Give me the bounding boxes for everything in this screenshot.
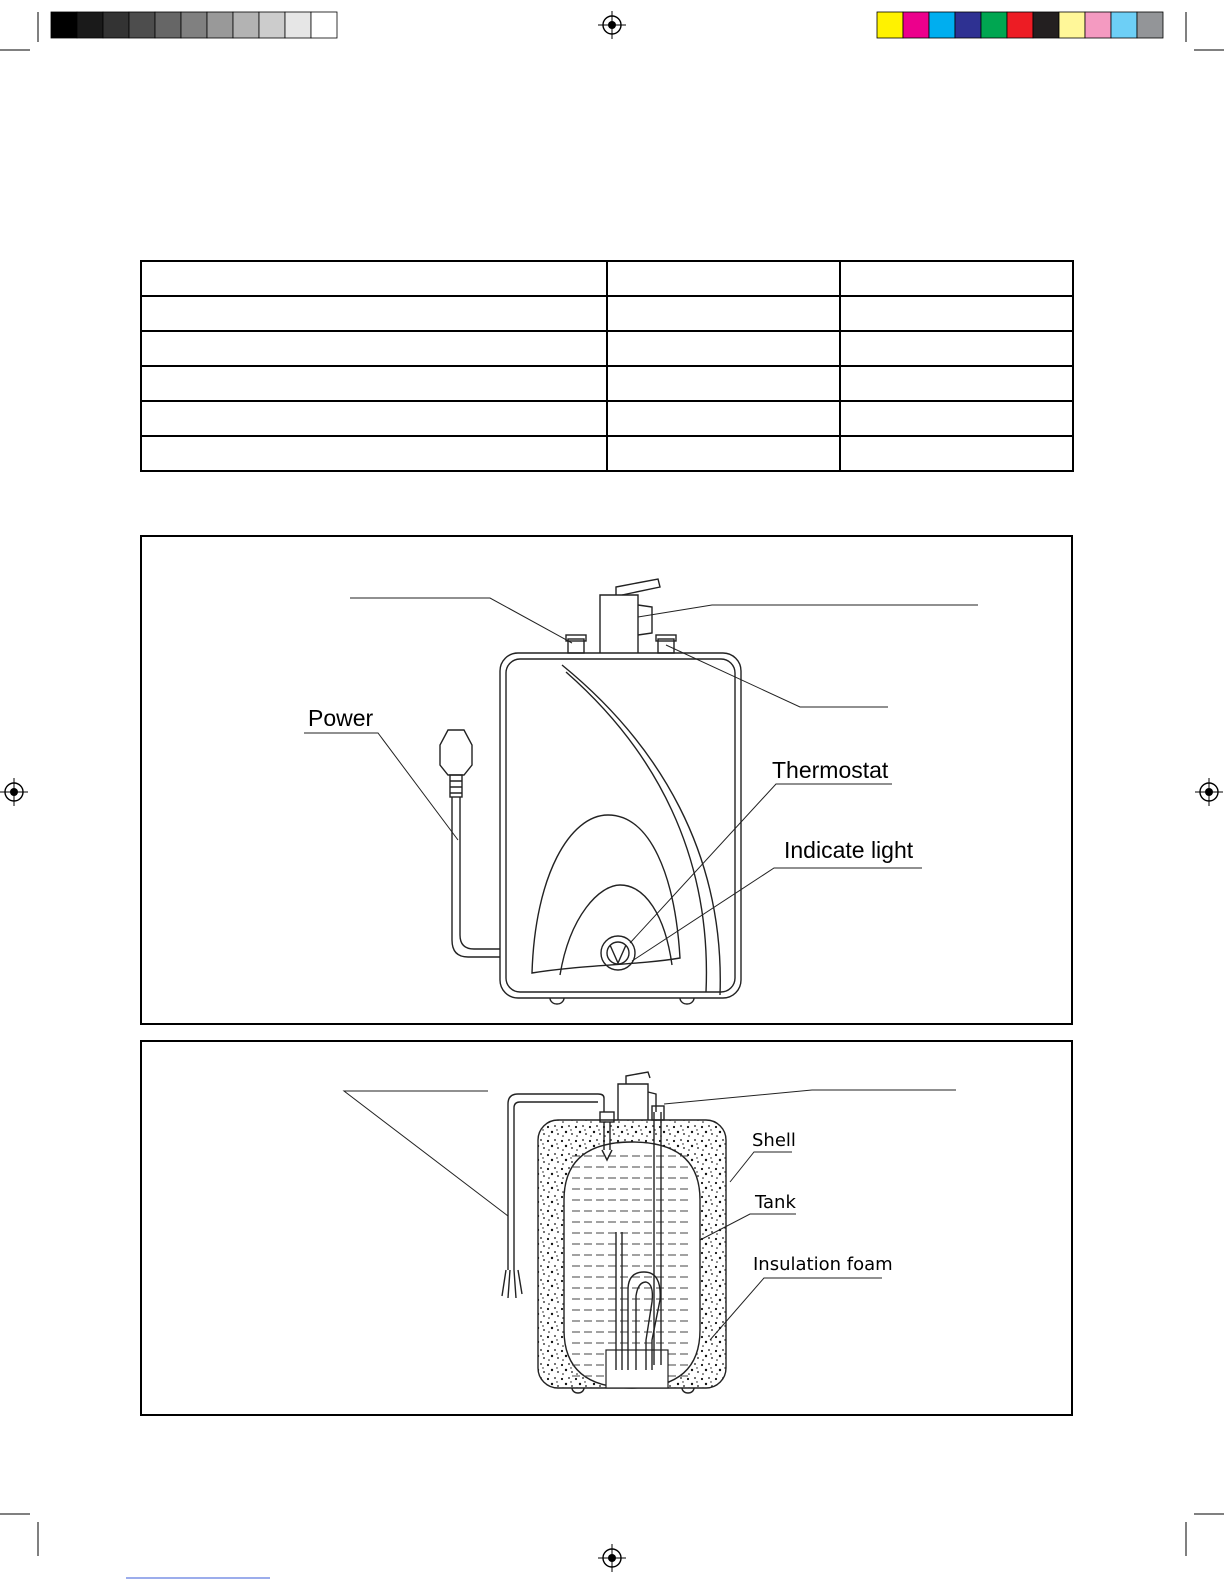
cutaway-figure: [140, 1040, 1073, 1416]
heater-foot-right: [680, 998, 694, 1004]
table-cell: [840, 401, 1073, 436]
table-cell: [840, 331, 1073, 366]
cutaway-diagram: [140, 1040, 1073, 1416]
color-swatch: [929, 12, 955, 38]
table-cell: [607, 261, 840, 296]
color-swatch: [259, 12, 285, 38]
table-cell: [141, 296, 607, 331]
relief-valve: [600, 595, 638, 653]
table-cell: [607, 401, 840, 436]
label-tank: Tank: [755, 1192, 796, 1213]
table-cell: [840, 261, 1073, 296]
table-row: [141, 296, 1073, 331]
color-swatch: [981, 12, 1007, 38]
color-swatch: [1137, 12, 1163, 38]
label-insulation-foam: Insulation foam: [753, 1254, 893, 1275]
color-swatch: [1111, 12, 1137, 38]
swoosh-curve-inner: [566, 672, 706, 992]
cord-wire-ends: [502, 1270, 522, 1298]
color-swatch: [1059, 12, 1085, 38]
color-swatch: [129, 12, 155, 38]
table-cell: [607, 366, 840, 401]
table-row: [141, 331, 1073, 366]
table-cell: [141, 401, 607, 436]
color-swatch: [877, 12, 903, 38]
color-swatch: [311, 12, 337, 38]
heater-body: [500, 653, 741, 998]
table-cell: [141, 331, 607, 366]
color-swatch: [207, 12, 233, 38]
table-row: [141, 261, 1073, 296]
table-cell: [607, 331, 840, 366]
label-indicate-light: Indicate light: [784, 837, 914, 863]
power-cord-inner: [460, 797, 500, 949]
table-cell: [141, 366, 607, 401]
power-cord-outer: [452, 797, 500, 957]
color-swatch: [155, 12, 181, 38]
table-row: [141, 366, 1073, 401]
color-calibration-strip: [877, 12, 1163, 38]
color-swatch: [77, 12, 103, 38]
color-swatch: [955, 12, 981, 38]
label-shell: Shell: [752, 1130, 796, 1151]
table-row: [141, 436, 1073, 471]
table-cell: [607, 296, 840, 331]
exterior-figure: [140, 535, 1073, 1025]
exterior-diagram: [140, 535, 1073, 1025]
color-swatch: [181, 12, 207, 38]
color-swatch: [233, 12, 259, 38]
grayscale-calibration-strip: [51, 12, 337, 38]
table-cell: [141, 436, 607, 471]
registration-mark-bottom: [598, 1544, 626, 1572]
specification-table: [140, 260, 1074, 472]
table-cell: [607, 436, 840, 471]
water-hatching: [572, 1156, 692, 1376]
color-swatch: [1085, 12, 1111, 38]
color-swatch: [103, 12, 129, 38]
table-cell: [840, 436, 1073, 471]
table-cell: [141, 261, 607, 296]
power-plug: [440, 730, 472, 775]
table-cell: [840, 296, 1073, 331]
color-swatch: [51, 12, 77, 38]
registration-mark-top: [598, 11, 626, 39]
registration-mark-left: [0, 778, 28, 806]
color-swatch: [285, 12, 311, 38]
relief-valve: [618, 1084, 648, 1120]
label-power: Power: [308, 705, 374, 731]
table-cell: [840, 366, 1073, 401]
heater-foot-left: [550, 998, 564, 1004]
front-panel-outer: [532, 815, 680, 973]
registration-mark-right: [1195, 778, 1223, 806]
color-swatch: [1033, 12, 1059, 38]
exterior-frame: [141, 536, 1072, 1024]
label-thermostat: Thermostat: [772, 757, 889, 783]
table-row: [141, 401, 1073, 436]
color-swatch: [903, 12, 929, 38]
color-swatch: [1007, 12, 1033, 38]
